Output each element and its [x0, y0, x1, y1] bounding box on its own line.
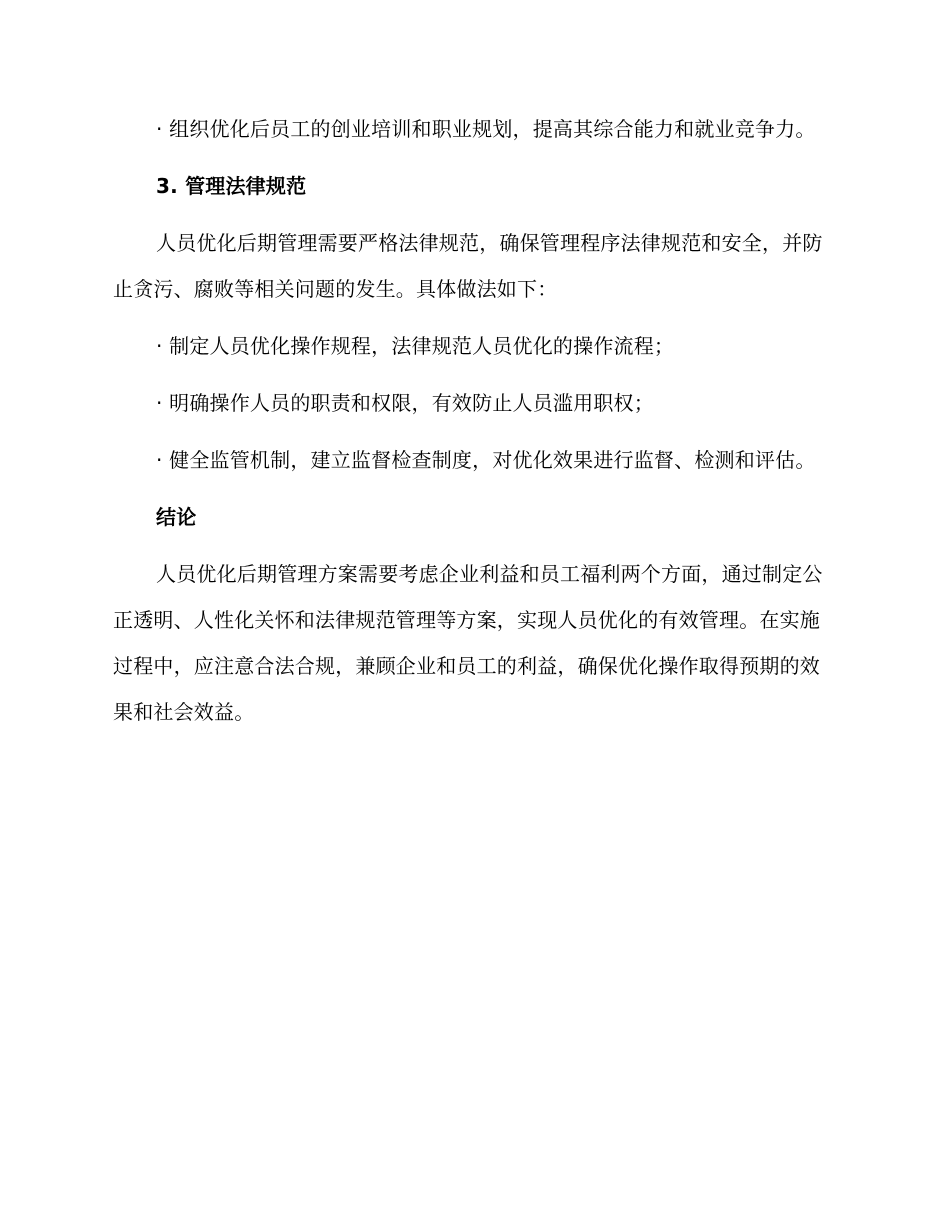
bullet-supervision: · 健全监管机制，建立监督检查制度，对优化效果进行监督、检测和评估。	[156, 448, 816, 472]
conclusion-paragraph: 人员优化后期管理方案需要考虑企业利益和员工福利两个方面，通过制定公正透明、人性化关怀和法律规范管理等方案，实现人员优化的有效管理。在实施过程中，应注意合法合规，兼顾企业和员工的利益，确保优化操作取得预期的效果和社会效益。	[113, 562, 823, 724]
legal-intro-paragraph: 人员优化后期管理需要严格法律规范，确保管理程序法律规范和安全，并防止贪污、腐败等相关问题的发生。具体做法如下：	[113, 231, 823, 301]
spacer	[113, 426, 831, 437]
spacer	[113, 540, 831, 551]
section-heading-conclusion: 结论	[156, 505, 197, 529]
spacer	[113, 483, 831, 494]
spacer	[113, 312, 831, 323]
bullet-training: · 组织优化后员工的创业培训和职业规划，提高其综合能力和就业竞争力。	[156, 117, 816, 141]
section-heading-legal: 3. 管理法律规范	[156, 174, 307, 198]
spacer	[113, 209, 831, 220]
bullet-procedures: · 制定人员优化操作规程，法律规范人员优化的操作流程；	[156, 334, 675, 358]
bullet-responsibilities: · 明确操作人员的职责和权限，有效防止人员滥用职权；	[156, 391, 654, 415]
spacer	[113, 369, 831, 380]
document-body	[113, 106, 831, 735]
spacer	[113, 152, 831, 163]
